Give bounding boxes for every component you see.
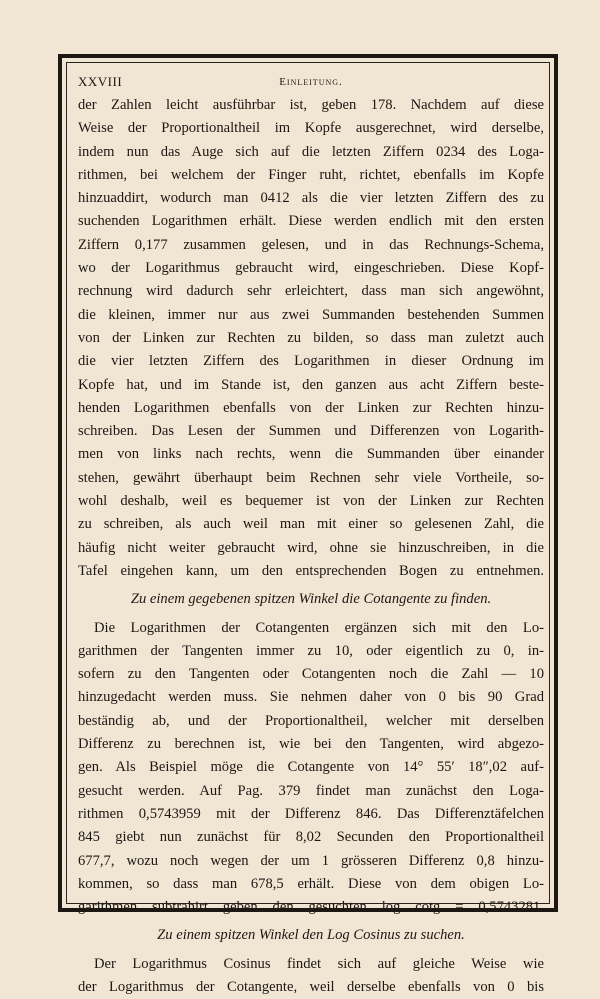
text-line: hinzugedacht werden muss. Sie nehmen daher von 0 bis 90 Grad bbox=[78, 689, 544, 706]
text-line: rithmen, bei welchem der Finger ruht, richtet, ebenfalls im Kopfe bbox=[78, 166, 544, 183]
text-line: garithmen der Tangenten immer zu 10, oder eigentlich zu 0, in- bbox=[78, 642, 544, 659]
text-line: wo der Logarithmus gebraucht wird, eingeschrieben. Diese Kopf- bbox=[78, 260, 544, 277]
text-line: garithmen subtrahirt geben den gesuchten log cotg = 0,5743281. bbox=[78, 899, 544, 916]
text-line: stehen, gewährt überhaupt beim Rechnen sehr viele Vortheile, so- bbox=[78, 469, 544, 486]
text-line: Die Logarithmen der Cotangenten ergänzen sich mit den Lo- bbox=[94, 619, 544, 636]
section-heading-cotangente: Zu einem gegebenen spitzen Winkel die Cotangente zu finden. bbox=[130, 591, 492, 608]
running-title: Einleitung. bbox=[279, 76, 343, 88]
text-line: Weise der Proportionaltheil im Kopfe ausgerechnet, wird derselbe, bbox=[78, 120, 544, 137]
text-line: der Zahlen leicht ausführbar ist, geben 178. Nachdem auf diese bbox=[78, 97, 544, 113]
text-line: kommen, so dass man 678,5 erhält. Diese von dem obigen Lo- bbox=[78, 875, 544, 892]
text-line: men von links nach rechts, wenn die Summanden über einander bbox=[78, 446, 544, 463]
text-line: Kopfe hat, und im Stande ist, den ganzen aus acht Ziffern beste- bbox=[78, 376, 544, 393]
text-line: suchenden Logarithmen erhält. Diese werden endlich mit den ersten bbox=[78, 213, 544, 230]
text-line: 845 giebt nun zunächst für 8,02 Secunden den Proportionaltheil bbox=[78, 829, 544, 846]
text-line: Ziffern 0,177 zusammen gelesen, und in das Rechnungs-Schema, bbox=[78, 236, 544, 253]
text-line: indem nun das Auge sich auf die letzten Ziffern 0234 des Loga- bbox=[78, 143, 544, 160]
text-line: rechnung wird dadurch sehr erleichtert, dass man sich angewöhnt, bbox=[78, 283, 544, 300]
section-heading-cosinus: Zu einem spitzen Winkel den Log Cosinus zu suchen. bbox=[157, 927, 465, 944]
text-line: zu schreiben, als auch weil man mit einer so gelesenen Zahl, die bbox=[78, 516, 544, 533]
text-line: schreiben. Das Lesen der Summen und Differenzen von Logarith- bbox=[78, 423, 544, 440]
text-line: Tafel eingehen kann, um den entsprechenden Bogen zu entnehmen. bbox=[78, 562, 544, 579]
text-line: gesucht werden. Auf Pag. 379 findet man zunächst den Loga- bbox=[78, 782, 544, 799]
text-line: von der Linken zur Rechten zu bilden, so dass man zuletzt auch bbox=[78, 329, 544, 346]
paragraph-1 bbox=[78, 94, 544, 583]
text-line: häufig nicht weiter gebraucht wird, ohne sie hinzuschreiben, in die bbox=[78, 539, 544, 556]
page-number: XXVIII bbox=[78, 74, 123, 89]
text-line: Differenz zu berechnen ist, wie bei den Tangenten, wird abgezo- bbox=[78, 736, 544, 753]
text-line: henden Logarithmen ebenfalls von der Linken zur Rechten hinzu- bbox=[78, 399, 544, 416]
paragraph-2 bbox=[78, 617, 544, 920]
page-content bbox=[78, 70, 544, 999]
paragraph-3 bbox=[78, 953, 544, 999]
text-line: rithmen 0,5743959 mit der Differenz 846. Das Differenztäfelchen bbox=[78, 805, 544, 822]
text-line: der Logarithmus der Cotangente, weil derselbe ebenfalls von 0 bis bbox=[78, 978, 544, 995]
text-line: beständig ab, und der Proportionaltheil, welcher mit derselben bbox=[78, 712, 544, 729]
text-line: gen. Als Beispiel möge die Cotangente von 14° 55′ 18″,02 auf- bbox=[78, 759, 544, 776]
text-line: wohl deshalb, weil es bequemer ist von der Linken zur Rechten bbox=[78, 493, 544, 510]
text-line: die vier letzten Ziffern des Logarithmen in dieser Ordnung im bbox=[78, 353, 544, 370]
text-line: hinzuaddirt, wodurch man 0412 als die vier letzten Ziffern des zu bbox=[78, 190, 544, 207]
page-header bbox=[78, 70, 544, 94]
text-line: sofern zu den Tangenten oder Cotangenten noch die Zahl — 10 bbox=[78, 666, 544, 683]
text-line: die kleinen, immer nur aus zwei Summanden bestehenden Summen bbox=[78, 306, 544, 323]
text-line: Der Logarithmus Cosinus findet sich auf gleiche Weise wie bbox=[94, 955, 544, 972]
text-line: 677,7, wozu noch wegen der um 1 grösseren Differenz 0,8 hinzu- bbox=[78, 852, 544, 869]
